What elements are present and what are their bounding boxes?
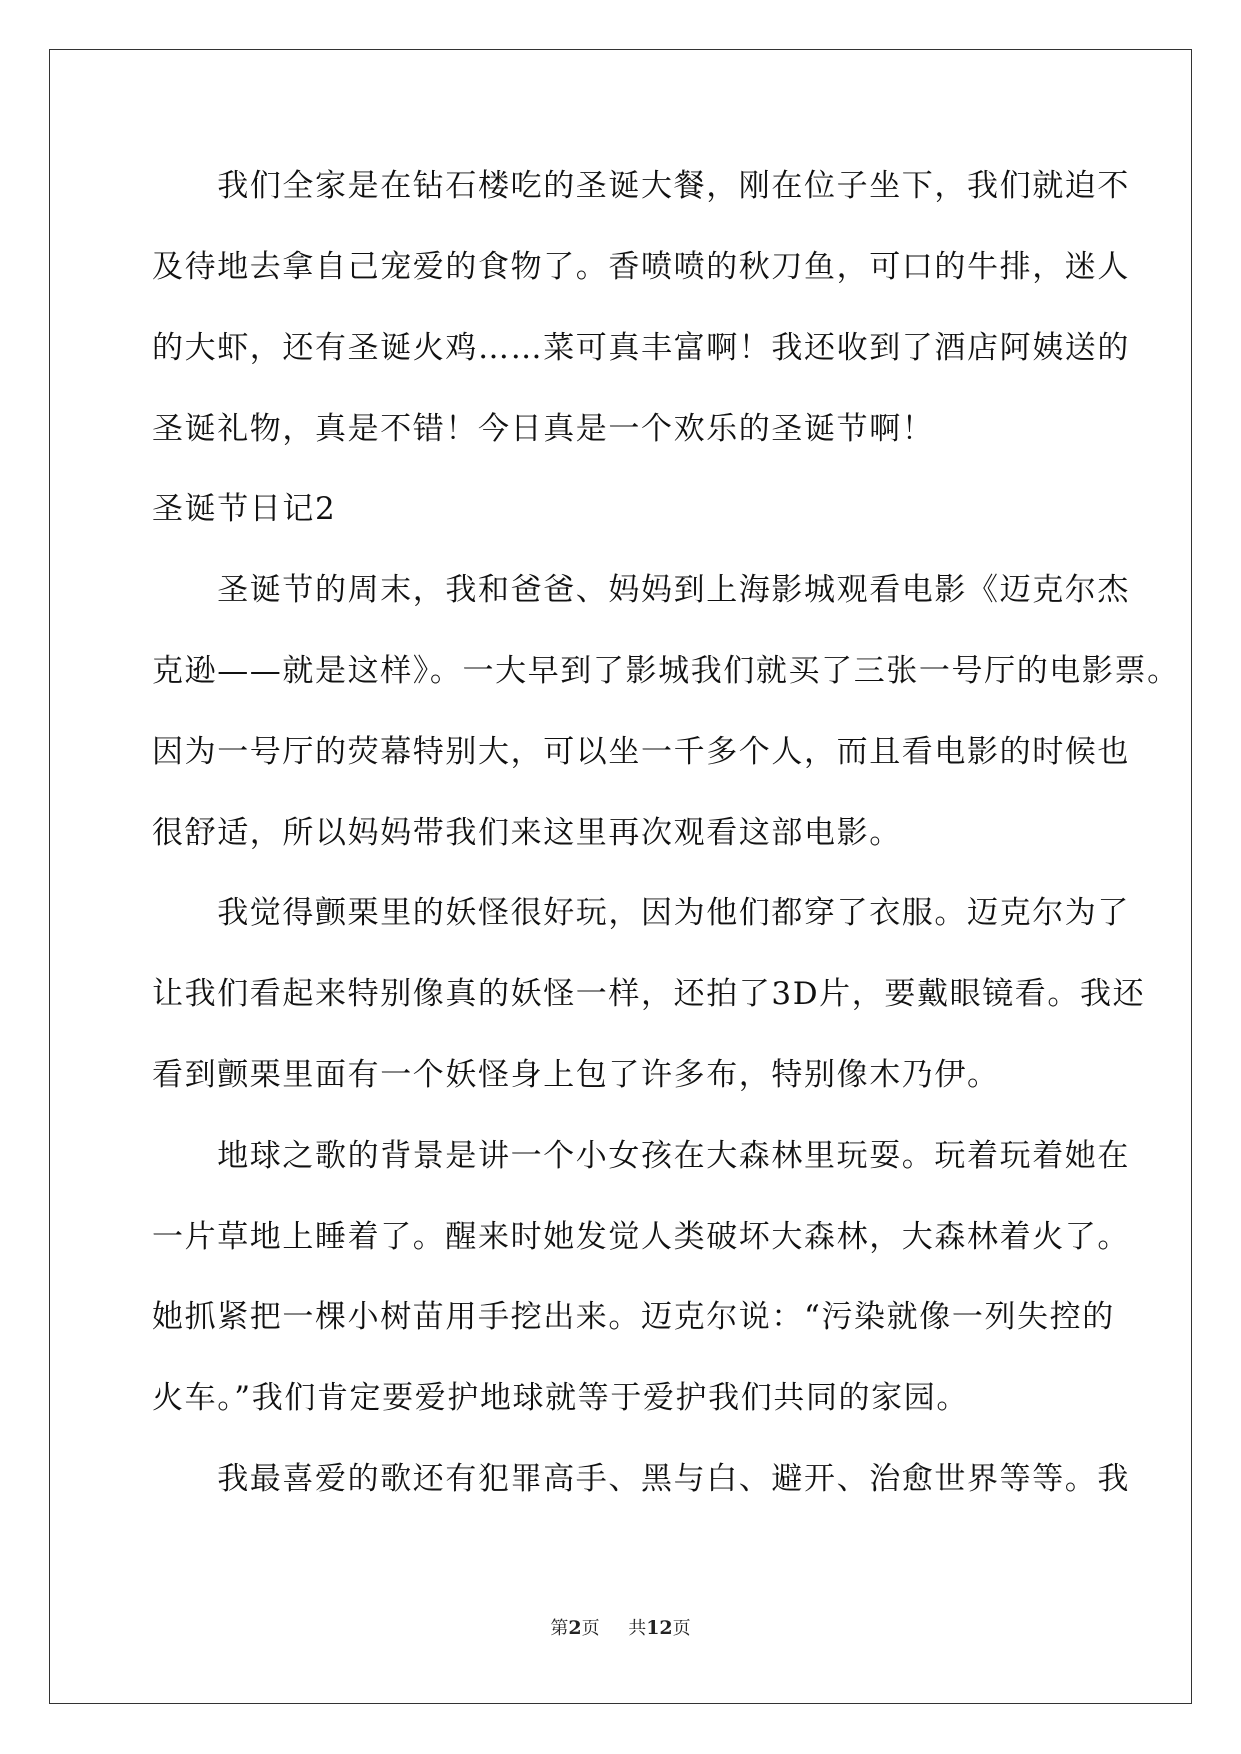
paragraph-line: 圣诞礼物，真是不错！今日真是一个欢乐的圣诞节啊！ xyxy=(152,411,935,447)
page-border xyxy=(49,49,1192,1704)
section-heading: 圣诞节日记2 xyxy=(152,491,337,527)
paragraph-line: 让我们看起来特别像真的妖怪一样，还拍了3D片，要戴眼镜看。我还 xyxy=(152,976,1146,1012)
total-pages: 12 xyxy=(646,1617,673,1639)
page-number: 2 xyxy=(568,1617,582,1639)
paragraph-line: 的大虾，还有圣诞火鸡……菜可真丰富啊！我还收到了酒店阿姨送的 xyxy=(152,330,1130,366)
paragraph-line: 她抓紧把一棵小树苗用手挖出来。迈克尔说：“污染就像一列失控的 xyxy=(152,1299,1115,1335)
paragraph-line: 我觉得颤栗里的妖怪很好玩，因为他们都穿了衣服。迈克尔为了 xyxy=(152,895,1130,931)
total-prefix: 共 xyxy=(628,1618,647,1639)
paragraph-line: 地球之歌的背景是讲一个小女孩在大森林里玩耍。玩着玩着她在 xyxy=(152,1138,1130,1174)
page-prefix: 第 xyxy=(550,1618,569,1639)
page-unit: 页 xyxy=(581,1618,600,1639)
paragraph-line: 克逊——就是这样》。一大早到了影城我们就买了三张一号厅的电影票。 xyxy=(152,653,1180,689)
paragraph-line: 我们全家是在钻石楼吃的圣诞大餐，刚在位子坐下，我们就迫不 xyxy=(152,168,1130,204)
paragraph-line: 我最喜爱的歌还有犯罪高手、黑与白、避开、治愈世界等等。我 xyxy=(152,1461,1130,1497)
paragraph-line: 看到颤栗里面有一个妖怪身上包了许多布，特别像木乃伊。 xyxy=(152,1057,1000,1093)
paragraph-line: 圣诞节的周末，我和爸爸、妈妈到上海影城观看电影《迈克尔杰 xyxy=(152,572,1130,608)
paragraph-line: 火车。”我们肯定要爱护地球就等于爱护我们共同的家园。 xyxy=(152,1380,969,1416)
paragraph-line: 很舒适，所以妈妈带我们来这里再次观看这部电影。 xyxy=(152,815,902,851)
paragraph-line: 及待地去拿自己宠爱的食物了。香喷喷的秋刀鱼，可口的牛排，迷人 xyxy=(152,249,1130,285)
paragraph-line: 因为一号厅的荧幕特别大，可以坐一千多个人，而且看电影的时候也 xyxy=(152,734,1130,770)
paragraph-line: 一片草地上睡着了。醒来时她发觉人类破坏大森林，大森林着火了。 xyxy=(152,1219,1130,1255)
page-footer xyxy=(0,1616,1241,1641)
total-unit: 页 xyxy=(672,1618,691,1639)
